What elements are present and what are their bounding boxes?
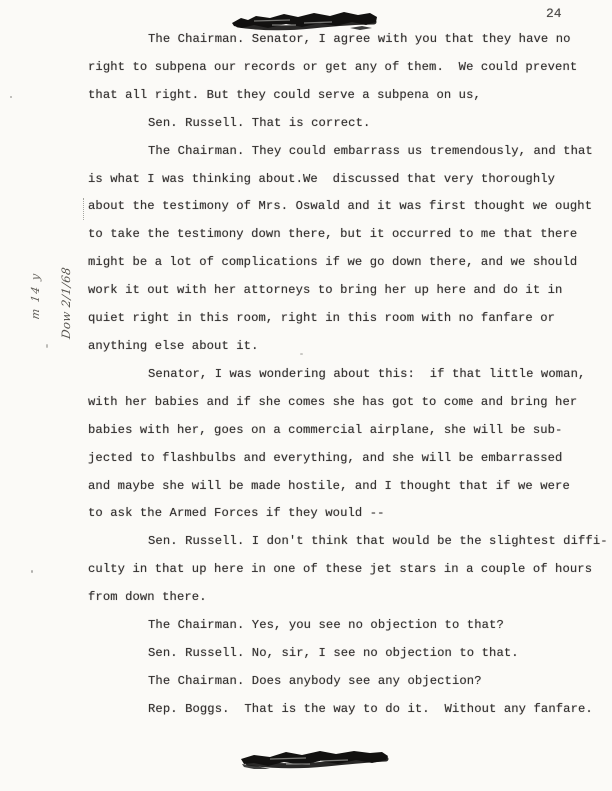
- paper-speck: [46, 344, 48, 348]
- transcript-line: The Chairman. Does anybody see any objection?: [148, 673, 482, 688]
- transcript-line: culty in that up here in one of these jet stars in a couple of hours: [88, 562, 593, 577]
- margin-dotted-mark: [83, 198, 84, 220]
- transcript-line: The Chairman. Senator, I agree with you that they have no: [148, 32, 571, 46]
- paper-speck: [31, 570, 33, 573]
- transcript-line: The Chairman. They could embarrass us tremendously, and that: [148, 143, 593, 158]
- paper-speck: [300, 353, 303, 355]
- transcript-line: jected to flashbulbs and everything, and she will be embarrassed: [88, 450, 563, 465]
- transcript-line: right to subpena our records or get any of them. We could prevent: [88, 59, 578, 74]
- handwritten-annotation-date: Dow 2/1/68: [59, 266, 73, 340]
- transcript-line: work it out with her attorneys to bring her up here and do it in: [88, 283, 563, 298]
- transcript-line: The Chairman. Yes, you see no objection to that?: [148, 618, 504, 633]
- redaction-scribble: [240, 746, 390, 772]
- transcript-line: that all right. But they could serve a subpena on us,: [88, 87, 481, 102]
- paper-speck: [10, 96, 12, 98]
- transcript-line: to take the testimony down there, but it occurred to me that there: [88, 227, 578, 242]
- transcript-line: to ask the Armed Forces if they would --: [88, 506, 385, 521]
- transcript-line: is what I was thinking about.We discussed that very thoroughly: [88, 171, 556, 186]
- transcript-line: Sen. Russell. No, sir, I see no objection to that.: [148, 645, 519, 660]
- handwritten-annotation-initials: m 14 y: [29, 271, 42, 321]
- transcript-line: with her babies and if she comes she has got to come and bring her: [88, 394, 578, 409]
- redaction-bar-bottom: [240, 746, 390, 772]
- transcript-line: from down there.: [88, 590, 207, 605]
- transcript: [88, 26, 608, 724]
- transcript-line: anything else about it.: [88, 338, 259, 353]
- transcript-line: about the testimony of Mrs. Oswald and it was first thought we ought: [88, 199, 593, 214]
- transcript-line: Sen. Russell. That is correct.: [148, 115, 371, 130]
- transcript-line: Rep. Boggs. That is the way to do it. Without any fanfare.: [148, 701, 593, 716]
- transcript-line: Senator, I was wondering about this: if that little woman,: [148, 366, 586, 381]
- transcript-line: babies with her, goes on a commercial airplane, she will be sub-: [88, 422, 563, 437]
- transcript-line: quiet right in this room, right in this room with no fanfare or: [88, 311, 556, 326]
- page-number: 24: [546, 6, 562, 21]
- transcript-line: Sen. Russell. I don't think that would be the slightest diffi-: [148, 534, 608, 549]
- transcript-line: and maybe she will be made hostile, and I thought that if we were: [88, 478, 570, 493]
- transcript-line: might be a lot of complications if we go down there, and we should: [88, 255, 578, 270]
